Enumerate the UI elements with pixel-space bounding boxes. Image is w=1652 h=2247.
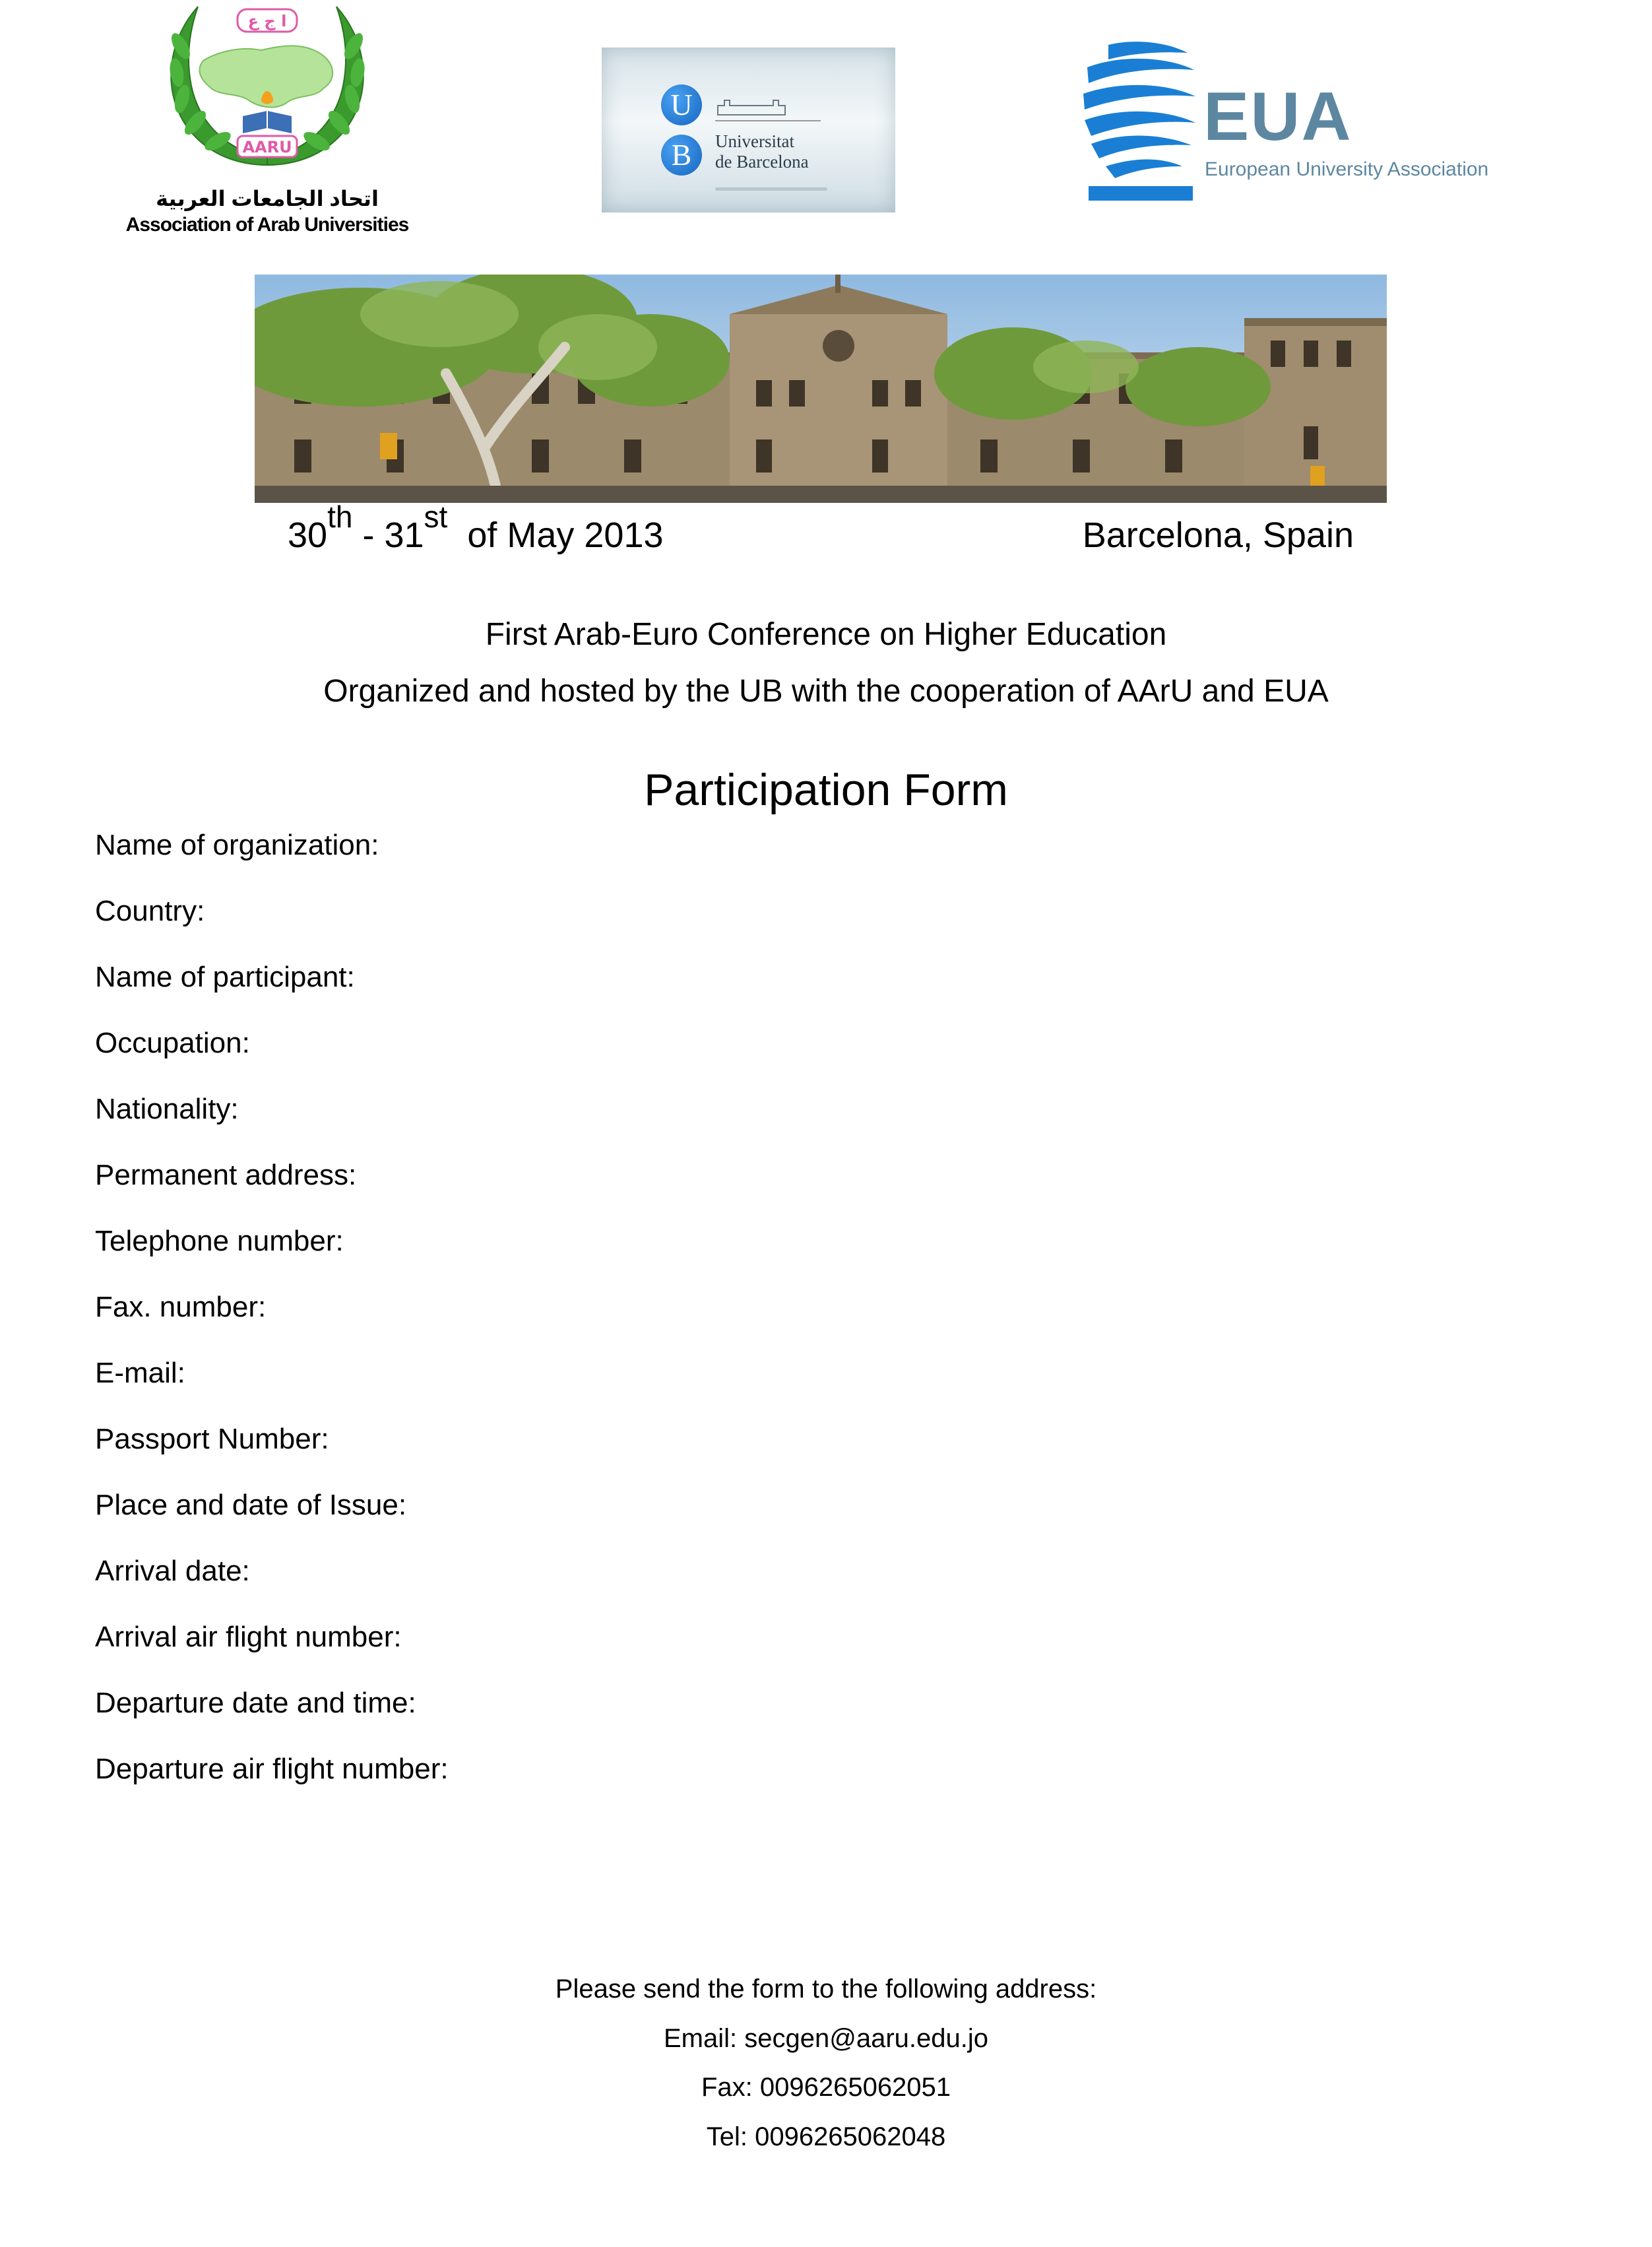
field-label-email: E-mail: <box>95 1357 185 1389</box>
ub-letter-b: B <box>661 135 702 176</box>
field-label-address: Permanent address: <box>95 1159 357 1191</box>
footer-fax: Fax: 0096265062051 <box>701 2073 951 2102</box>
footer-telephone: Tel: 0096265062048 <box>706 2122 946 2151</box>
field-label-country: Country: <box>95 895 205 927</box>
ub-logo <box>602 48 895 212</box>
eua-acronym: EUA <box>1203 79 1352 155</box>
field-label-passport: Passport Number: <box>95 1423 329 1455</box>
form-field-list <box>95 828 449 1817</box>
field-label-participant: Name of participant: <box>95 961 355 993</box>
aaru-english-name: Association of Arab Universities <box>125 214 409 236</box>
aaru-arabic-name: اتحاد الجامعات العربية <box>156 187 379 211</box>
ub-name-line1: Universitat <box>715 131 794 151</box>
ub-building-icon <box>715 91 788 117</box>
field-label-arrival-flight: Arrival air flight number: <box>95 1621 402 1653</box>
field-label-departure-flight: Departure air flight number: <box>95 1753 449 1785</box>
event-dates <box>288 500 664 556</box>
university-building-photo <box>255 275 1387 503</box>
end-day-suffix: st <box>424 500 448 534</box>
eua-globe-logo <box>1082 40 1197 205</box>
field-label-fax: Fax. number: <box>95 1291 267 1323</box>
field-label-departure-date: Departure date and time: <box>95 1687 416 1719</box>
form-title: Participation Form <box>644 765 1008 815</box>
start-day-suffix: th <box>327 500 353 534</box>
field-label-telephone: Telephone number: <box>95 1225 344 1257</box>
organizer-line: Organized and hosted by the UB with the cooperation of AArU and EUA <box>323 674 1329 709</box>
footer-instructions: Please send the form to the following address: <box>555 1974 1097 2003</box>
ub-divider <box>715 120 821 121</box>
event-location: Barcelona, Spain <box>1082 515 1354 555</box>
ub-faint-text <box>715 187 827 191</box>
field-label-organization: Name of organization: <box>95 829 379 861</box>
aaru-badge-text: AARU <box>242 138 292 156</box>
end-day: 31 <box>384 515 424 555</box>
eua-full-name: European University Association <box>1205 158 1489 180</box>
ub-name-line2: de Barcelona <box>715 152 809 172</box>
field-label-occupation: Occupation: <box>95 1027 250 1059</box>
field-label-nationality: Nationality: <box>95 1093 239 1125</box>
field-label-arrival-date: Arrival date: <box>95 1555 250 1587</box>
field-label-issue: Place and date of Issue: <box>95 1489 407 1521</box>
date-separator: - <box>352 515 385 555</box>
month-year: of May 2013 <box>467 515 664 555</box>
svg-text:ا ج ع: ا ج ع <box>247 12 287 30</box>
ub-letter-u: U <box>661 84 702 125</box>
footer-email: Email: secgen@aaru.edu.jo <box>664 2024 988 2053</box>
conference-title: First Arab-Euro Conference on Higher Education <box>485 617 1167 652</box>
start-day: 30 <box>288 515 328 555</box>
